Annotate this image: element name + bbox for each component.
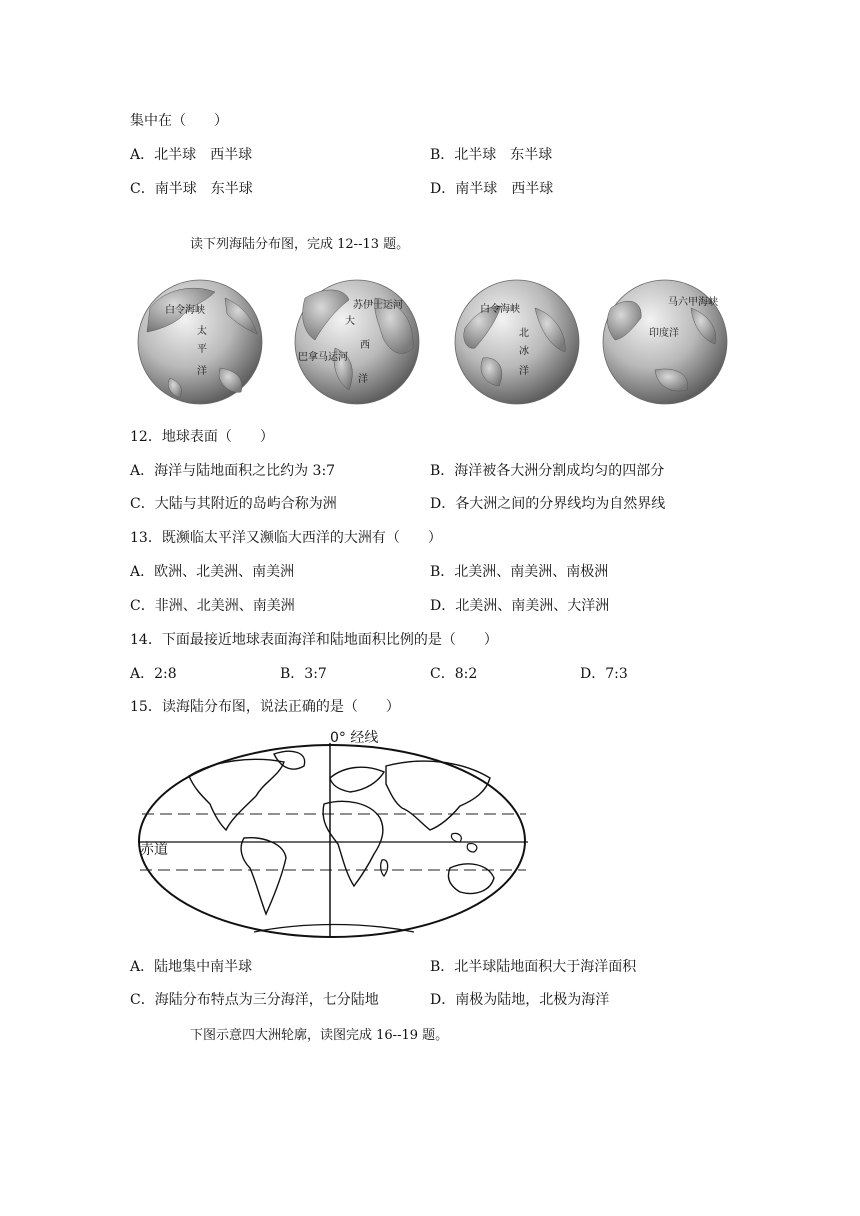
label-prime-meridian: 0° 经线: [330, 730, 379, 746]
q12-option-a: A．海洋与陆地面积之比约为 3:7: [130, 463, 336, 479]
globe3-label-bing: 冰: [519, 346, 529, 357]
label-equator: 赤道: [140, 842, 168, 858]
q13-option-a: A．欧洲、北美洲、南美洲: [130, 564, 295, 580]
globe4-label-malacca: 马六甲海峡: [668, 297, 718, 308]
q13-option-d: D．北美洲、南美洲、大洋洲: [430, 598, 610, 614]
q14-option-d: D．7:3: [580, 666, 628, 682]
globe2-label-xi: 西: [360, 340, 370, 351]
q12-option-d: D．各大洲之间的分界线均为自然界线: [430, 496, 666, 512]
q14-option-a: A．2:8: [130, 666, 177, 682]
q15-option-b: B．北半球陆地面积大于海洋面积: [430, 959, 637, 975]
globe2-label-yang: 洋: [358, 374, 368, 385]
q13-stem: 13．既濒临太平洋又濒临大西洋的大洲有（ ）: [130, 530, 442, 546]
globe3-label-bei: 北: [519, 328, 529, 339]
q15-option-c: C．海陆分布特点为三分海洋，七分陆地: [130, 992, 379, 1008]
globe-atlantic: [295, 280, 419, 404]
q14-option-c: C．8:2: [430, 666, 478, 682]
globe1-label-tai: 太: [197, 326, 207, 337]
q12-option-c: C．大陆与其附近的岛屿合称为洲: [130, 496, 337, 512]
world-map-figure: [134, 726, 534, 948]
globe3-label-yang: 洋: [519, 366, 529, 377]
globe-arctic: [455, 280, 579, 404]
globe-pacific: [138, 280, 262, 404]
globe4-label-indian: 印度洋: [649, 328, 679, 339]
q14-option-b: B．3:7: [280, 666, 327, 682]
globe2-label-da: 大: [345, 316, 355, 327]
globe1-label-yang: 洋: [197, 366, 207, 377]
q11-option-b: B．北半球 东半球: [430, 147, 553, 163]
globe3-label-bering: 白令海峡: [480, 304, 520, 315]
q15-option-d: D．南极为陆地，北极为海洋: [430, 992, 610, 1008]
q12-stem: 12．地球表面（ ）: [130, 429, 274, 445]
q13-option-c: C．非洲、北美洲、南美洲: [130, 598, 295, 614]
q11-option-a: A．北半球 西半球: [130, 147, 253, 163]
q11-option-d: D．南半球 西半球: [430, 181, 554, 197]
globe1-label-bering: 白令海峡: [165, 305, 205, 316]
globes-figure: [135, 278, 735, 410]
globe-indian: [603, 280, 727, 404]
globe2-label-suez: 苏伊士运河: [353, 300, 403, 311]
question-11-tail: 集中在（ ）: [130, 113, 228, 129]
intro-12-13: 读下列海陆分布图，完成 12--13 题。: [190, 237, 410, 252]
q12-option-b: B．海洋被各大洲分割成均匀的四部分: [430, 463, 665, 479]
q13-option-b: B．北美洲、南美洲、南极洲: [430, 564, 609, 580]
globe1-label-ping: 平: [197, 344, 207, 355]
q15-stem: 15．读海陆分布图，说法正确的是（ ）: [130, 699, 400, 715]
q15-option-a: A．陆地集中南半球: [130, 959, 253, 975]
q11-option-c: C．南半球 东半球: [130, 181, 253, 197]
q14-stem: 14．下面最接近地球表面海洋和陆地面积比例的是（ ）: [130, 632, 498, 648]
globe2-label-panama: 巴拿马运河: [298, 352, 348, 363]
intro-16-19: 下图示意四大洲轮廓，读图完成 16--19 题。: [190, 1028, 449, 1043]
